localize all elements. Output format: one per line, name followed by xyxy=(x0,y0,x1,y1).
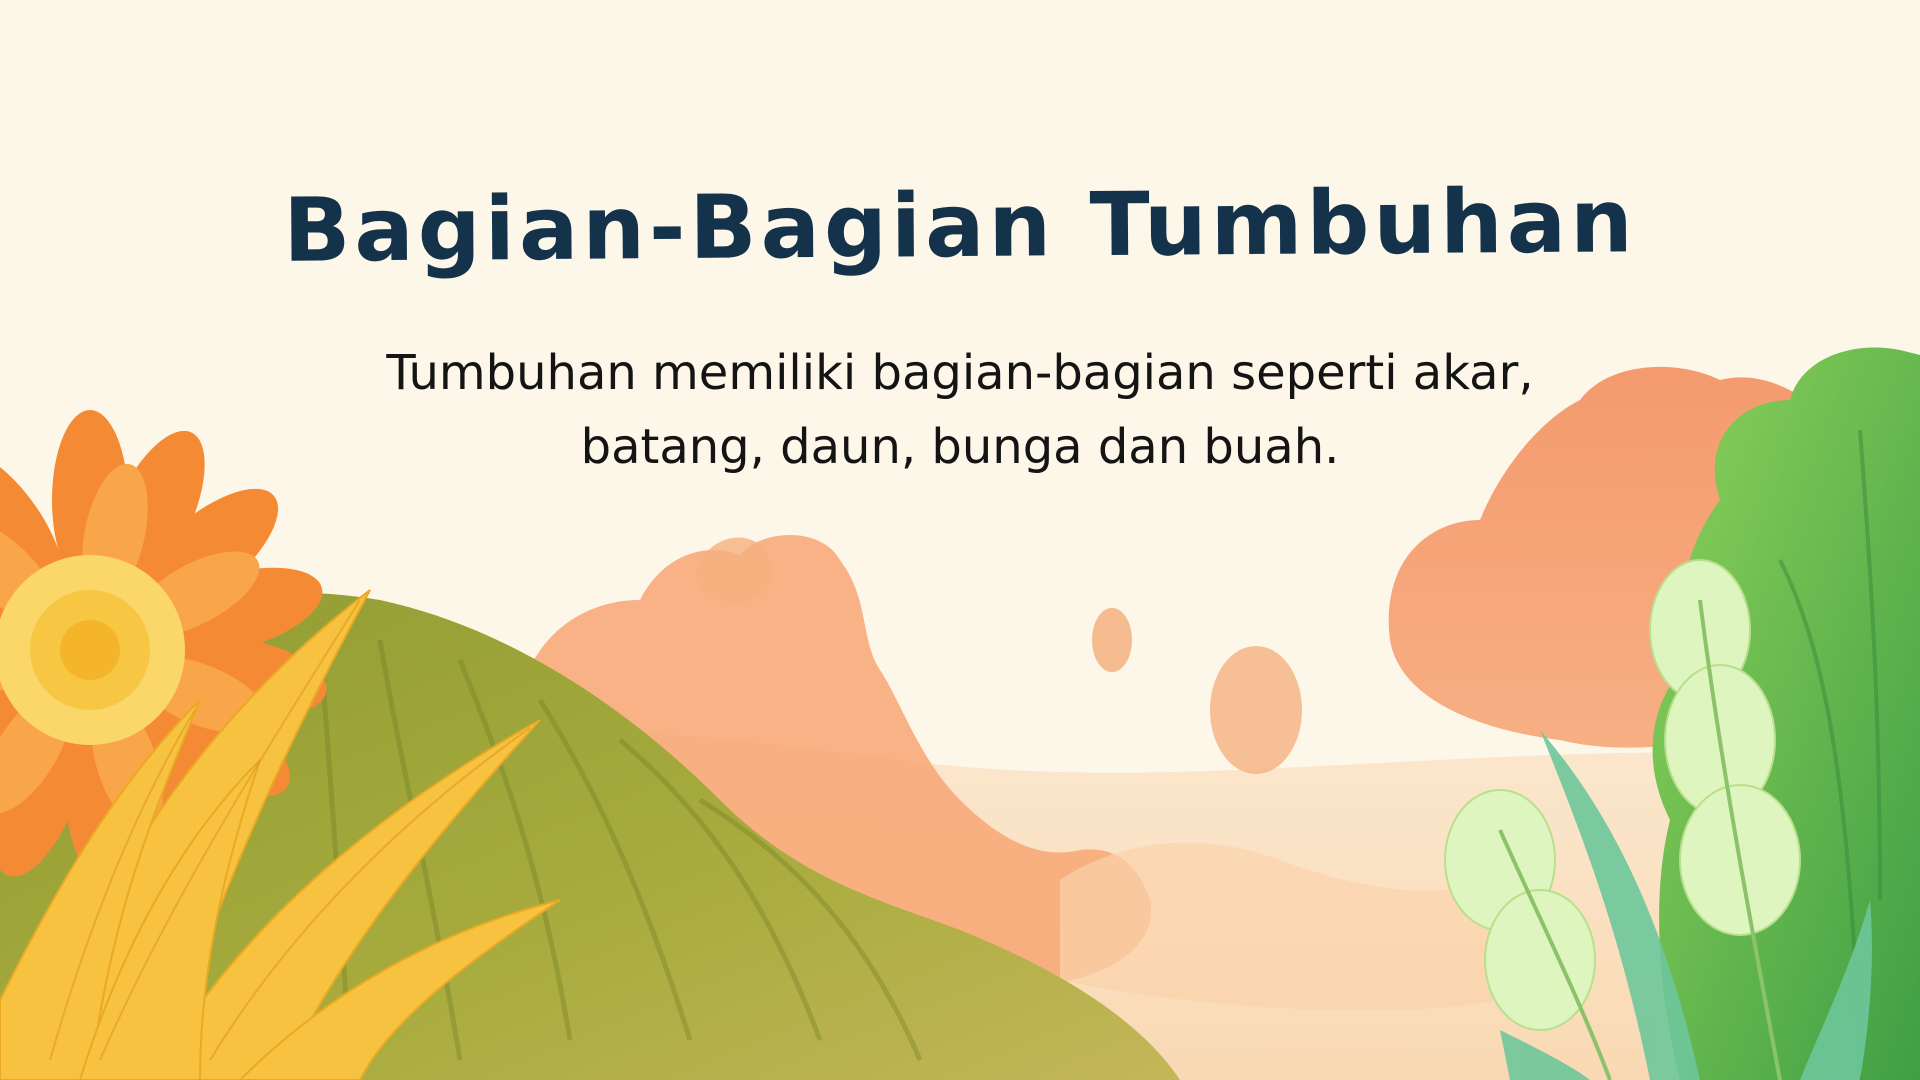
peach-drop-small xyxy=(1092,608,1132,672)
slide-body-text: Tumbuhan memiliki bagian-bagian seperti akar, batang, daun, bunga dan buah. xyxy=(386,345,1534,475)
peach-bush-lobe xyxy=(696,538,772,603)
slide-title: Bagian-Bagian Tumbuhan xyxy=(282,169,1638,282)
peach-drop-large xyxy=(1210,646,1302,774)
